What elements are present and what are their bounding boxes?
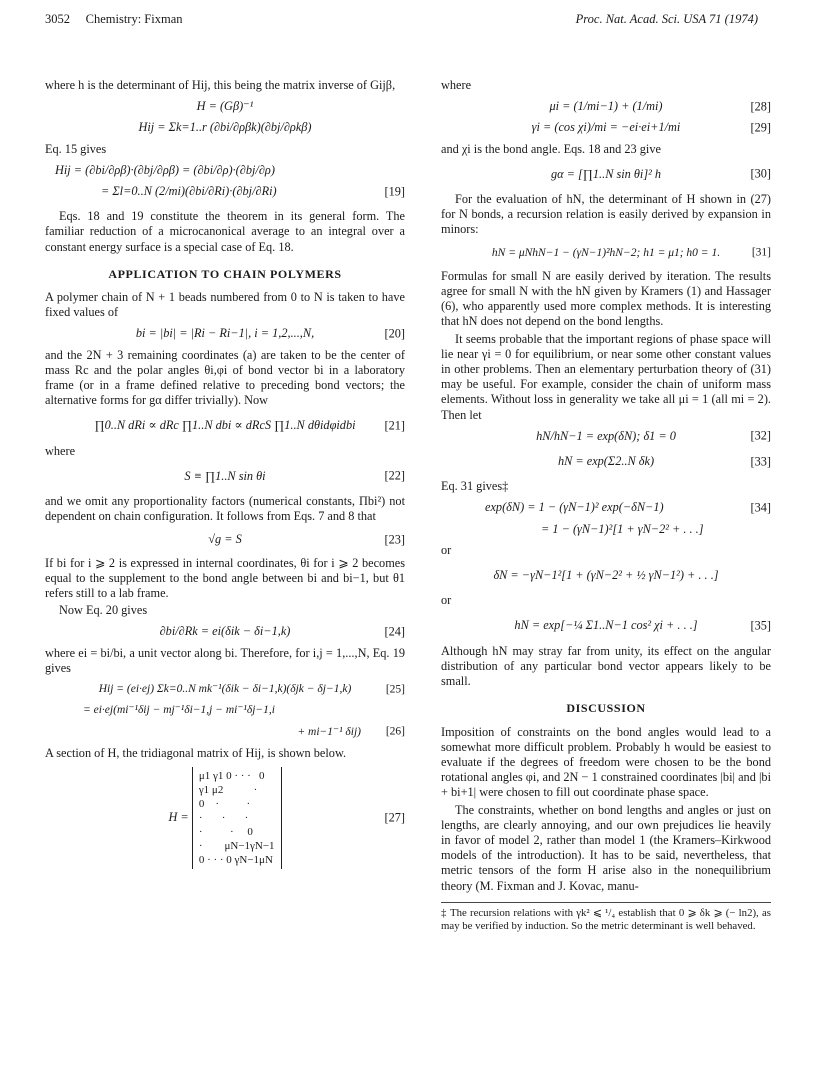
tridiagonal-paragraph: A section of H, the tridiagonal matrix of Hij, is shown below. — [45, 745, 347, 760]
omit-paragraph: and we omit any proportionality factors (numerical constants, Πbi²) not dependent on chain configuration. It follows from Eqs. 7 and 8 that — [45, 494, 405, 524]
equation-24: ∂bi/∂Rk = ei(δik − δi−1,k) [24] — [159, 624, 405, 639]
section-heading-chain-polymers: APPLICATION TO CHAIN POLYMERS — [108, 266, 342, 281]
page-header-left — [45, 12, 183, 27]
right-column — [441, 78, 771, 935]
left-column — [45, 78, 405, 875]
equation-number: [19] — [384, 184, 405, 199]
recursion-paragraph: For the evaluation of hN, the determinant of H shown in (27) for N bonds, a recursion relation is easily derived by expansion in minors: — [441, 192, 771, 237]
equation-29: γi = (cos χi)/mi = −ei·ei+1/mi [29] — [531, 120, 771, 135]
equation-25: Hij = (ei·ej) Σk=0..N mk⁻¹(δik − δi−1,k)(δjk − δj−1,k) [25] — [98, 683, 405, 696]
equation-20: bi = |bi| = |Ri − Ri−1|, i = 1,2,...,N, [20] — [135, 326, 405, 341]
equation-26: + mi−1⁻¹ δij) [26] — [297, 725, 405, 738]
journal-citation: Proc. Nat. Acad. Sci. USA 71 (1974) — [575, 12, 758, 26]
equation-21: ∏0..N dRi ∝ dRc ∏1..N dbi ∝ dRcS ∏1..N dθidφidbi [21] — [94, 418, 405, 433]
equation-35: hN = exp[−¼ Σ1..N−1 cos² χi + . . .] [35] — [514, 618, 771, 633]
stray-paragraph: Although hN may stray far from unity, its effect on the angular distribution of any particular bond vector appears likely to be small. — [441, 643, 771, 689]
internal-coords-paragraph: If bi for i ⩾ 2 is expressed in internal coordinates, θi for i ⩾ 2 becomes equal to the supplement to the bond angle between bi and bi−1, but θ1 refers still to a lab frame. — [45, 555, 405, 601]
equation-h-inverse: H = (Gβ)⁻¹ — [196, 99, 254, 114]
intro-text: where h is the determinant of Hij, this being the matrix inverse of Gijβ, — [45, 78, 396, 92]
eq15-intro: Eq. 15 gives — [45, 141, 107, 156]
eq31-gives-text: Eq. 31 gives‡ — [441, 479, 509, 494]
formulas-paragraph: Formulas for small N are easily derived by iteration. The results agree for small N with the hN given by Kramers (1) and Hassager (6), who apparently used more complex methods. It is interesting that hN does not depend on the bond lengths. — [441, 268, 771, 329]
footnote-divider — [441, 902, 771, 903]
unit-vector-paragraph: where ei = bi/bi, a unit vector along bi. Therefore, for i,j = 1,...,N, Eq. 19 gives — [45, 645, 405, 675]
equation-31: hN = μNhN−1 − (γN−1)²hN−2; h1 = μ1; h0 = 1. [31] — [491, 246, 771, 259]
equation-30: gα = [∏1..N sin θi]² h [30] — [550, 166, 771, 181]
or-text-1: or — [441, 542, 452, 557]
equation-19: = Σl=0..N (2/mi)(∂bi/∂Ri)·(∂bj/∂Ri) [19] — [101, 184, 405, 199]
discussion-paragraph-2: The constraints, whether on bond lengths and angles or just on lengths, are clearly annoying, and our own prejudices lie heavily in favor of model 2, rather than model 1 (the Kramers–Kirkwood models of the introduction). It has to be said, nevertheless, that metric tensors of the form H arise also in the nonequilibrium theory (M. Fixman and J. Kovac, manu- — [441, 802, 771, 893]
equation-23: √g = S [23] — [208, 532, 405, 547]
coords-paragraph: and the 2N + 3 remaining coordinates (a) are taken to be the center of mass Rc and the polar angles θi,φi of bond vector bi in a laboratory frame (or in a frame defined relative to preceding bond vectors; the alternative forms for gα differ trivially). Now — [45, 347, 405, 408]
equation-28: μi = (1/mi−1) + (1/mi) [28] — [549, 99, 771, 114]
equation-27: H = μ1 γ1 0 · · · 0 γ1 μ2 · 0 · · · · · · · 0 · μN−1γN−1 0 · · · 0 γN−1μN [27] — [45, 767, 405, 869]
tridiagonal-matrix: μ1 γ1 0 · · · 0 γ1 μ2 · 0 · · · · · · · 0 · μN−1γN−1 0 · · · 0 γN−1μN — [192, 767, 282, 869]
where-text: where — [45, 443, 76, 458]
section-name: Chemistry: Fixman — [85, 12, 183, 26]
equation-34-line2: = 1 − (γN−1)²[1 + γN−2² + . . .] — [541, 521, 704, 536]
equation-22: S ≡ ∏1..N sin θi [22] — [184, 468, 405, 483]
equation-hij-def: Hij = Σk=1..r (∂bi/∂ρβk)(∂bj/∂ρkβ) — [138, 120, 312, 135]
theorem-paragraph: Eqs. 18 and 19 constitute the theorem in its general form. The familiar reduction of a microcanonical average to an integral over a constant energy surface is a special case of Eq. 18. — [45, 209, 405, 254]
footnote: ‡ The recursion relations with γk² ⩽ ¹/₄ establish that 0 ⩾ δk ⩾ (− ln2), as may be verified by induction. So the metric determinant is well behaved. — [441, 906, 771, 932]
polymer-paragraph: A polymer chain of N + 1 beads numbered from 0 to N is taken to have fixed values of — [45, 290, 405, 320]
equation-26-line1: = ei·ej(mi⁻¹δij − mj⁻¹δi−1,j − mi⁻¹δj−1,i — [83, 704, 275, 717]
or-text-2: or — [441, 593, 452, 608]
equation-19-line1: Hij = (∂bi/∂ρβ)·(∂bj/∂ρβ) = (∂bi/∂ρ)·(∂bj/∂ρ) — [55, 162, 275, 177]
now-eq20-text: Now Eq. 20 gives — [59, 603, 148, 618]
where-text-2: where — [441, 78, 472, 92]
section-heading-discussion: DISCUSSION — [566, 701, 646, 716]
phase-space-paragraph: It seems probable that the important regions of phase space will lie near γi = 0 for equilibrium, or near some other constant values in other problems. Then an elementary perturbation theory of (31) may be useful. For example, consider the chain of uniform mass elements. Without loss in generality we take all μi = 1 (all mi = 2). Then let — [441, 331, 771, 422]
equation-33: hN = exp(Σ2..N δk) [33] — [557, 454, 771, 469]
equation-34-line1: exp(δN) = 1 − (γN−1)² exp(−δN−1) [34] — [485, 500, 771, 515]
equation-32: hN/hN−1 = exp(δN); δ1 = 0 [32] — [536, 428, 771, 443]
page-number: 3052 — [45, 12, 70, 26]
discussion-paragraph-1: Imposition of constraints on the bond angles would lead to a somewhat more difficult problem. Probably h would be easiest to evaluate if the degrees of freedom were chosen to be the bond rotational angles φi, and 2N − 1 constrained coordinates |bi| and |bi + bi+1| were chosen to fill out coordinate phase space. — [441, 724, 771, 800]
equation-delta-n: δN = −γN−1²[1 + (γN−2² + ½ γN−1²) + . . .] — [493, 568, 719, 583]
bond-angle-text: and χi is the bond angle. Eqs. 18 and 23 give — [441, 141, 661, 156]
